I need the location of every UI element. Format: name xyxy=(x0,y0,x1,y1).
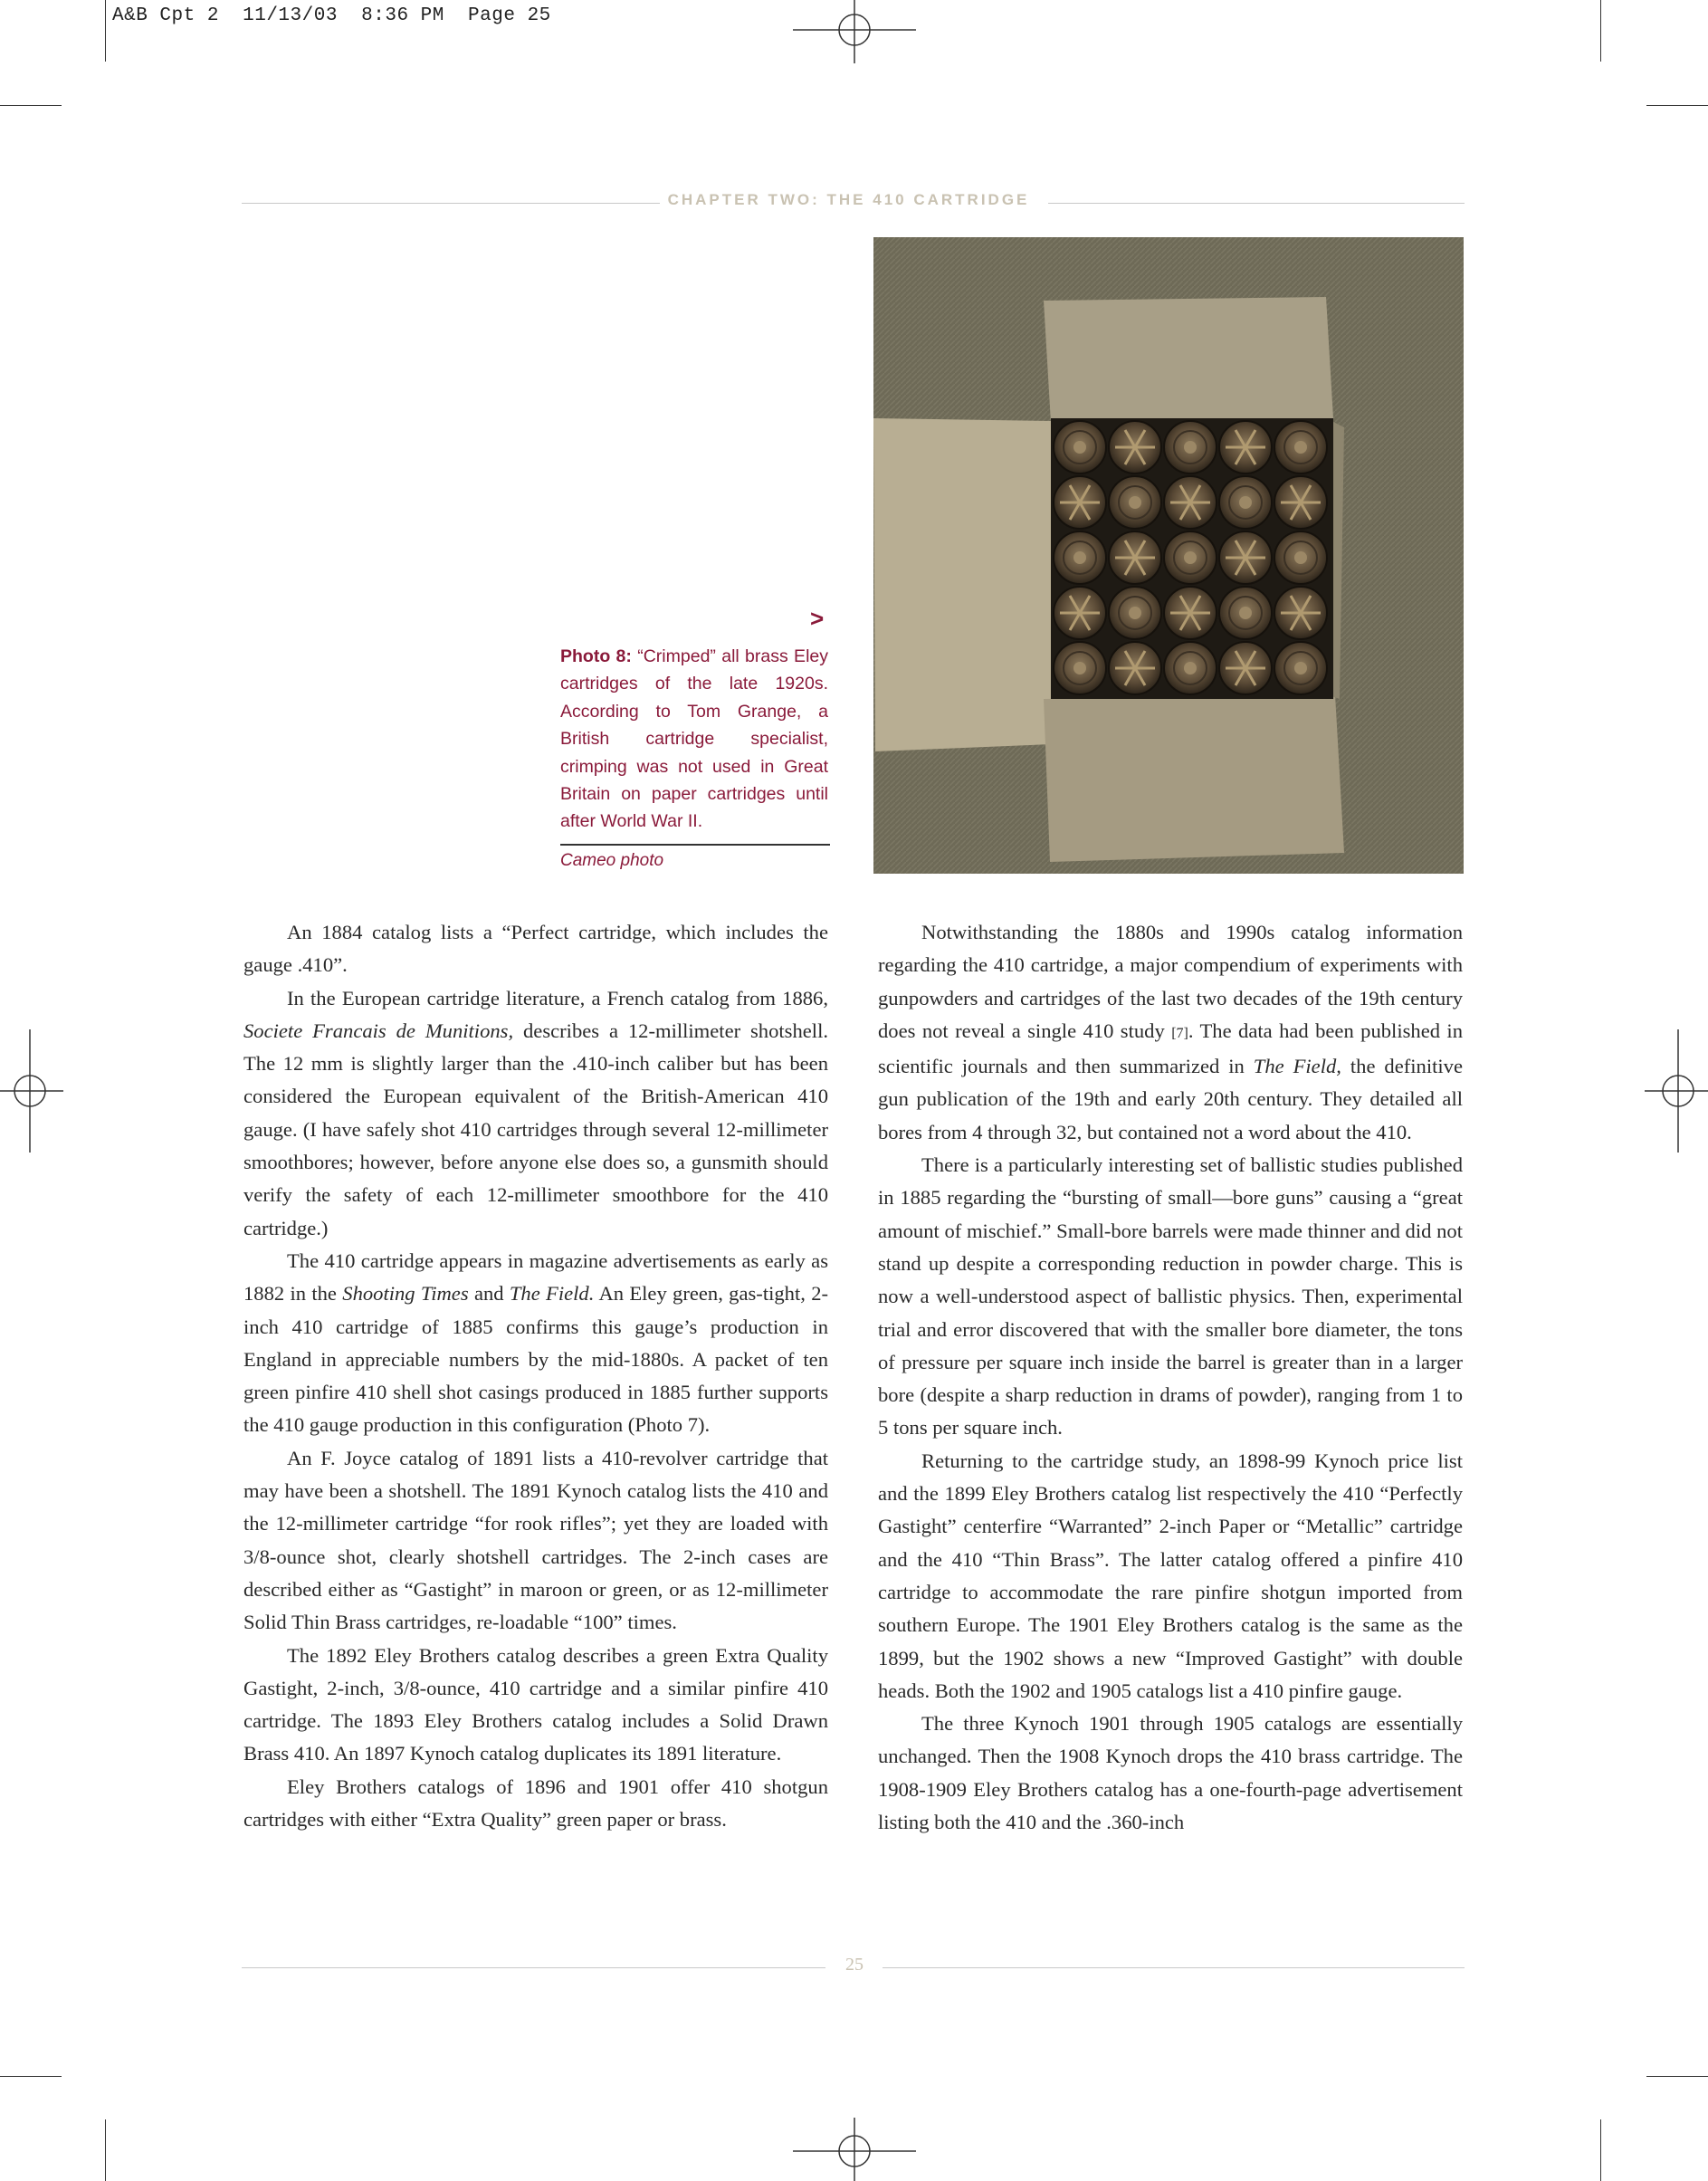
paragraph: Returning to the cartridge study, an 1898-99 Kynoch price list and the 1899 Eley Brothers catalog list respectively the 410 “Perfectly Gastight” centerfire “Warranted” 2-inch Paper or “Metallic” cartridge and the 410 “Thin Brass”. The latter catalog offered a pinfire 410 cartridge to accommodate the rare pinfire shotgun imported from southern Europe. The 1901 Eley Brothers catalog is the same as the 1899, but the 1902 shows a new “Improved Gastight” with double heads. Both the 1902 and 1905 catalogs list a 410 pinfire gauge. xyxy=(878,1449,1463,1702)
cartridge-primer xyxy=(1294,662,1307,674)
cartridge-primer xyxy=(1073,662,1086,674)
cartridge-primer xyxy=(1294,441,1307,454)
page-number: 25 xyxy=(845,1955,864,1975)
paragraph: The 1892 Eley Brothers catalog describes a green Extra Quality Gastight, 2-inch, 3/8-ounce, 410 cartridge and a similar pinfire 410 cartridge. The 1893 Eley Brothers catalog includes a Solid Drawn Brass 410. An 1897 Kynoch catalog duplicates its 1891 literature. xyxy=(243,1643,828,1765)
crop-mark-top-right-v xyxy=(1600,0,1601,62)
cartridge-primer xyxy=(1129,496,1141,509)
caption-rule xyxy=(560,844,830,846)
footer-rule-right xyxy=(883,1967,1465,1968)
paragraph: An 1884 catalog lists a “Perfect cartridge, which includes the gauge .410”. xyxy=(243,921,828,977)
registration-mark-right xyxy=(1645,1029,1708,1153)
cartridge-primer xyxy=(1129,607,1141,619)
cartridge-primer xyxy=(1073,551,1086,564)
running-head: CHAPTER TWO: THE 410 CARTRIDGE xyxy=(667,191,1030,208)
slug-line: A&B Cpt 2 11/13/03 8:36 PM Page 25 xyxy=(112,5,551,26)
paragraph: There is a particularly interesting set of ballistic studies published in 1885 regarding the “bursting of small—bore guns” causing a “great amount of mischief.” Small-bore barrels were made thinner and did not stand up despite a corresponding reduction in powder charge. This is now a well-understood aspect of ballistic physics. Then, experimental trial and error discovered that with the smaller bore diameter, the tons of pressure per square inch inside the barrel is greater than in a larger bore (despite a sharp reduction in drams of powder), ranging from 1 to 5 tons per square inch. xyxy=(878,1153,1463,1440)
photo-cartridge-box xyxy=(873,237,1464,874)
crop-mark-bottom-left-h xyxy=(0,2076,62,2077)
left-column xyxy=(243,916,828,1836)
cartridge-primer xyxy=(1184,662,1197,674)
cartridge-primer xyxy=(1184,441,1197,454)
registration-mark-bottom xyxy=(793,2118,916,2181)
registration-mark-top xyxy=(793,0,916,63)
header-rule-left xyxy=(242,203,660,204)
crop-mark-bottom-right-v xyxy=(1600,2119,1601,2181)
right-column xyxy=(878,916,1463,1839)
crop-mark-top-right-h xyxy=(1646,105,1708,106)
caption-arrow: > xyxy=(810,605,825,632)
paragraph: In the European cartridge literature, a French catalog from 1886, Societe Francais de Munitions, describes a 12-millimeter shotshell. The 12 mm is slightly larger than the .410-inch caliber but has been considered the European equivalent of the British-American 410 gauge. (I have safely shot 410 cartridges through several 12-millimeter smoothbores; however, before anyone else does so, a gunsmith should verify the safety of each 12-millimeter smoothbore for the 410 cartridge.) xyxy=(243,986,828,1239)
caption-text: “Crimped” all brass Eley cartridges of the late 1920s. According to Tom Grange, a British cartridge specialist, crimping was not used in Great Britain on paper cartridges until after World War II. xyxy=(560,646,828,832)
header-rule-right xyxy=(1048,203,1465,204)
cartridge-primer xyxy=(1073,441,1086,454)
reference-marker: [7] xyxy=(1171,1025,1188,1041)
caption-label: Photo 8: xyxy=(560,646,632,666)
crop-mark-bottom-right-h xyxy=(1646,2076,1708,2077)
registration-mark-left xyxy=(0,1029,63,1153)
paragraph: Eley Brothers catalogs of 1896 and 1901 offer 410 shotgun cartridges with either “Extra Quality” green paper or brass. xyxy=(243,1774,828,1832)
cartridge-primer xyxy=(1239,496,1252,509)
paragraph: The three Kynoch 1901 through 1905 catalogs are essentially unchanged. Then the 1908 Kynoch drops the 410 brass cartridge. The 1908-1909 Eley Brothers catalog has a one-fourth-page advertisement listing both the 410 and the .360-inch xyxy=(878,1712,1463,1834)
paragraph: The 410 cartridge appears in magazine advertisements as early as 1882 in the Shooting Times and The Field. An Eley green, gas-tight, 2-inch 410 cartridge of 1885 confirms this gauge’s production in England in appreciable numbers by the mid-1880s. A packet of ten green pinfire 410 shell shot casings produced in 1885 further supports the 410 gauge production in this configuration (Photo 7). xyxy=(243,1248,829,1437)
footer-rule-left xyxy=(242,1967,825,1968)
crop-mark-bottom-left-v xyxy=(105,2119,106,2181)
crop-mark-top-left-v xyxy=(105,0,106,62)
photo-caption xyxy=(560,643,828,836)
crop-mark-top-left-h xyxy=(0,105,62,106)
cartridge-primer xyxy=(1184,551,1197,564)
cartridge-primer xyxy=(1239,607,1252,619)
cartridge-primer xyxy=(1294,551,1307,564)
paragraph: Notwithstanding the 1880s and 1990s catalog information regarding the 410 cartridge, a major compendium of experiments with gunpowders and cartridges of the last two decades of the 19th century does not reveal a single 410 study [7]. The data had been published in scientific journals and then summarized in The Field, the definitive gun publication of the 19th and early 20th century. They detailed all bores from 4 through 32, but contained not a word about the 410. xyxy=(878,921,1464,1143)
photo-credit: Cameo photo xyxy=(560,851,664,870)
paragraph: An F. Joyce catalog of 1891 lists a 410-revolver cartridge that may have been a shotshell. The 1891 Kynoch catalog lists the 410 and the 12-millimeter cartridge “for rook rifles”; yet they are loaded with 3/8-ounce shot, clearly shotshell cartridges. The 2-inch cases are described either as “Gastight” in maroon or green, or as 12-millimeter Solid Thin Brass cartridges, re-loadable “100” times. xyxy=(243,1446,828,1634)
